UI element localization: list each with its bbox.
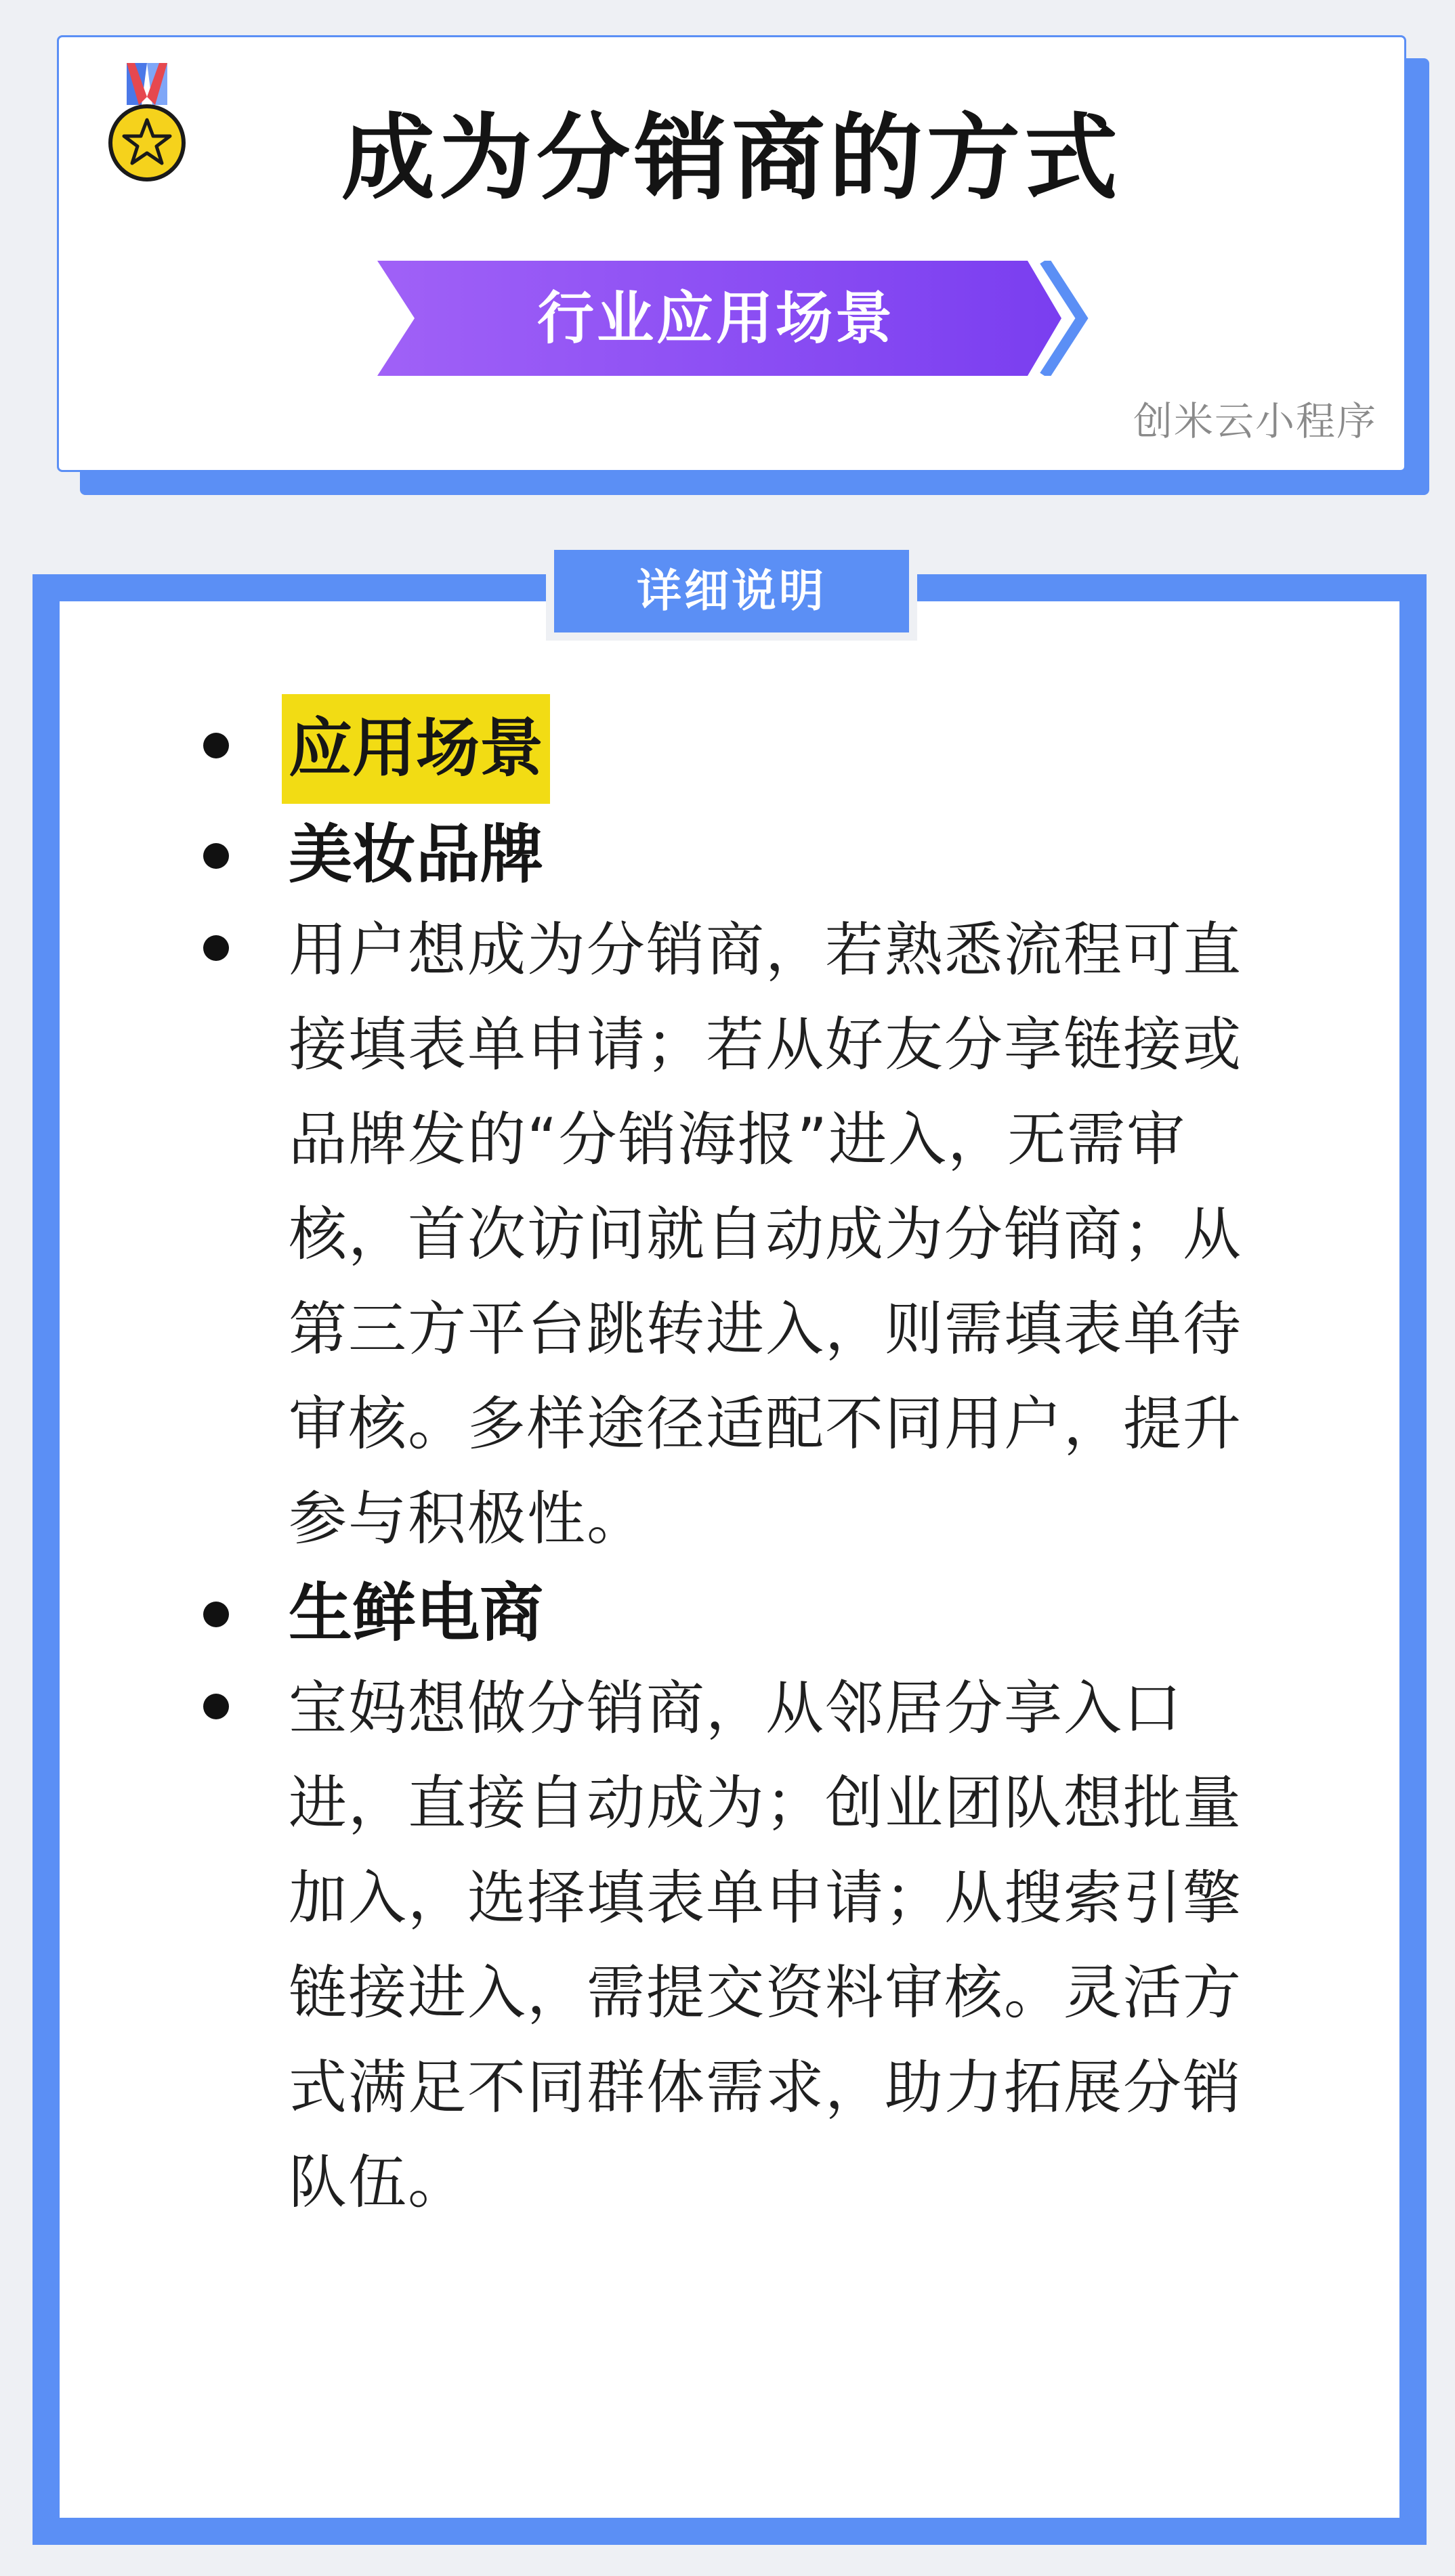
detail-content (203, 694, 1273, 2230)
list-item (203, 1566, 1273, 1661)
list-paragraph: 用户想成为分销商，若熟悉流程可直接填表单申请；若从好友分享链接或品牌发的“分销海报”进入，无需审核，首次访问就自动成为分销商；从第三方平台跳转进入，则需填表单待审核。多样途径适配不同用户，提升参与积极性。 (289, 916, 1242, 1553)
bullet-icon (203, 1602, 229, 1627)
list-item (203, 1661, 1273, 2230)
bullet-icon (203, 1694, 229, 1719)
list-heading: 生鲜电商 (289, 1576, 544, 1650)
bullet-icon (203, 733, 229, 758)
list-item (203, 694, 1273, 804)
list-heading: 美妆品牌 (289, 818, 544, 892)
bullet-icon (203, 935, 229, 961)
detail-tab: 详细说明 (546, 542, 917, 641)
page-title: 成为分销商的方式 (341, 104, 1122, 213)
header-card (57, 35, 1406, 472)
list-paragraph: 宝妈想做分销商，从邻居分享入口进，直接自动成为；创业团队想批量加入，选择填表单申请；从搜索引擎链接进入，需提交资料审核。灵活方式满足不同群体需求，助力拓展分销队伍。 (289, 1675, 1242, 2216)
brand-label: 创米云小程序 (1133, 398, 1377, 444)
bullet-icon (203, 843, 229, 869)
list-item (203, 808, 1273, 903)
ribbon-label: 行业应用场景 (536, 285, 895, 351)
list-item (203, 903, 1273, 1566)
highlighted-heading: 应用场景 (282, 694, 550, 804)
